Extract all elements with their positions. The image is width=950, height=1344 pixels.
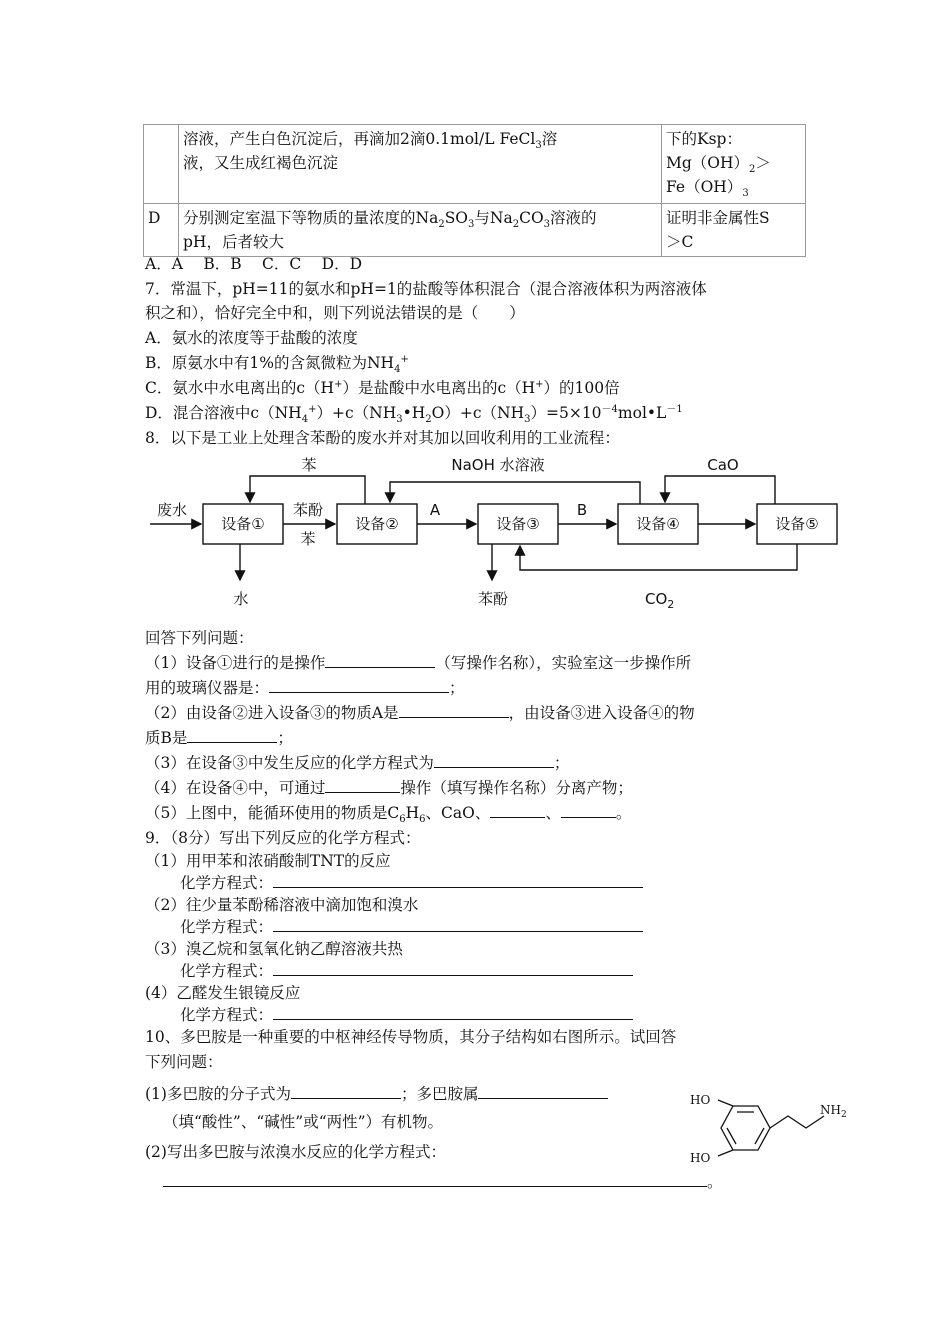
q10-part2: (2)写出多巴胺与浓溴水反应的化学方程式： — [145, 1143, 446, 1161]
answer-blank[interactable] — [187, 726, 277, 743]
q9-item2: （2）往少量苯酚稀溶液中滴加饱和溴水 — [145, 896, 419, 914]
answer-blank[interactable] — [490, 801, 545, 818]
arrow-benzene-recycle — [250, 476, 365, 504]
q9-item1: （1）用甲苯和浓硝酸制TNT的反应 — [145, 852, 391, 870]
answer-blank[interactable] — [325, 651, 435, 668]
answer-blank[interactable] — [273, 1003, 633, 1020]
waste-water-label: 废水 — [157, 501, 188, 519]
row-label-cell: D — [144, 204, 179, 257]
oh-bond-top — [718, 1100, 733, 1106]
q6-options: A．A B．B C．C D．D — [145, 255, 363, 273]
oh-bond-bottom — [718, 1150, 733, 1156]
process-flow-diagram — [145, 452, 845, 622]
answer-blank[interactable] — [561, 801, 616, 818]
q8-part3: （3）在设备③中发生反应的化学方程式为 ； — [145, 751, 569, 775]
q7-stem-line1: 7．常温下，pH=11的氨水和pH=1的盐酸等体积混合（混合溶液体积为两溶液体 — [145, 280, 707, 298]
naoh-label: NaOH 水溶液 — [451, 456, 545, 474]
q8-part5: （5）上图中，能循环使用的物质是$C_6H_6$、CaO、 、 。 — [145, 801, 631, 825]
water-out-label: 水 — [233, 590, 249, 608]
answer-blank[interactable] — [434, 751, 554, 768]
q7-option-a: A．氨水的浓度等于盐酸的浓度 — [145, 329, 358, 347]
q9-stem: 9．（8分）写出下列反应的化学方程式： — [145, 829, 421, 847]
q10-stem-line1: 10、多巴胺是一种重要的中枢神经传导物质，其分子结构如右图所示。试回答 — [145, 1028, 677, 1046]
q8-part4: （4）在设备④中，可通过 操作（填写操作名称）分离产物； — [145, 776, 633, 800]
device-4-label: 设备④ — [636, 515, 680, 533]
answer-blank[interactable] — [273, 871, 643, 888]
q8-intro: 回答下列问题： — [145, 629, 254, 647]
ho-label-bottom: HO — [690, 1151, 711, 1165]
q10-part2-answer: 。 — [163, 1170, 723, 1194]
conclusion-cell: 下的Ksp： $Mg(OH)_2>$ $Fe(OH)_3$ — [662, 125, 806, 204]
answer-blank[interactable] — [325, 776, 400, 793]
experiment-table — [143, 124, 806, 257]
phenol-mid-label: 苯酚 — [292, 501, 324, 519]
q9-item4: (4）乙醛发生银镜反应 — [145, 984, 301, 1002]
q10-part1: (1)多巴胺的分子式为 ；多巴胺属 — [145, 1082, 608, 1106]
q9-item3: （3）溴乙烷和氢氧化钠乙醇溶液共热 — [145, 940, 403, 958]
dopamine-structure — [688, 1092, 848, 1174]
q7-option-b: B．原氨水中有1%的含氮微粒为$NH_4^+$ — [145, 353, 409, 376]
q8-stem: 8．以下是工业上处理含苯酚的废水并对其加以回收利用的工业流程： — [145, 429, 620, 447]
q8-part2-line1: （2）由设备②进入设备③的物质A是 ，由设备③进入设备④的物 — [145, 701, 695, 725]
row-label-cell — [144, 125, 179, 204]
arrow-co2-recycle — [520, 544, 797, 570]
answer-blank[interactable] — [273, 915, 643, 932]
ethylamine-chain — [770, 1116, 824, 1128]
q9-item1-equation: 化学方程式： — [180, 871, 643, 895]
answer-blank[interactable] — [273, 959, 633, 976]
benzene-mid-label: 苯 — [300, 530, 316, 548]
substance-a-label: A — [429, 501, 441, 519]
q9-item4-equation: 化学方程式： — [180, 1003, 633, 1027]
phenol-out-label: 苯酚 — [477, 590, 509, 608]
q7-option-c: C．氨水中水电离出的c（H+）是盐酸中水电离出的c（H+）的100倍 — [145, 378, 620, 397]
q7-option-d: D．混合溶液中$c(NH_4^+)+c(NH_3•H_2O)+c(NH_3)=5\times 10^{-4}mol•L^{-1}$ — [145, 403, 683, 426]
answer-blank[interactable] — [399, 701, 509, 718]
answer-blank[interactable] — [163, 1170, 707, 1187]
q10-part1-hint: （填“酸性”、“碱性”或“两性”）有机物。 — [163, 1113, 444, 1131]
q8-part2-line2: 质B是 ； — [145, 726, 293, 750]
device-1-label: 设备① — [221, 515, 265, 533]
operation-cell: 溶液，产生白色沉淀后，再滴加2滴0.1mol/L FeCl$_3$溶 液，又生成红褐色沉淀 — [179, 125, 662, 204]
co2-label: $CO_2$ — [645, 590, 675, 611]
device-3-label: 设备③ — [496, 515, 540, 533]
device-2-label: 设备② — [355, 515, 399, 533]
arrow-naoh-recycle — [390, 482, 640, 504]
operation-cell: 分别测定室温下等物质的量浓度的$Na_2SO_3$与$Na_2CO_3$溶液的 pH，后者较大 — [179, 204, 662, 257]
q10-stem-line2: 下列问题： — [145, 1053, 223, 1071]
benzene-top-label: 苯 — [301, 456, 317, 474]
answer-blank[interactable] — [291, 1082, 401, 1099]
device-5-label: 设备⑤ — [775, 515, 819, 533]
answer-blank[interactable] — [478, 1082, 608, 1099]
q8-part1-line2: 用的玻璃仪器是： ； — [145, 676, 465, 700]
cao-label: CaO — [707, 456, 739, 474]
nh2-label: $NH_2$ — [820, 1103, 847, 1120]
q8-part1-line1: （1）设备①进行的是操作 （写操作名称），实验室这一步操作所 — [145, 651, 691, 675]
answer-blank[interactable] — [269, 676, 449, 693]
table-row — [144, 204, 806, 257]
substance-b-label: B — [576, 501, 588, 519]
q9-item2-equation: 化学方程式： — [180, 915, 643, 939]
table-row — [144, 125, 806, 204]
arrow-cao-recycle — [665, 476, 775, 504]
ho-label-top: HO — [690, 1093, 711, 1107]
q7-stem-line2: 积之和），恰好完全中和，则下列说法错误的是（ ） — [145, 304, 525, 322]
conclusion-cell: 证明非金属性S ＞C — [662, 204, 806, 257]
q9-item3-equation: 化学方程式： — [180, 959, 633, 983]
